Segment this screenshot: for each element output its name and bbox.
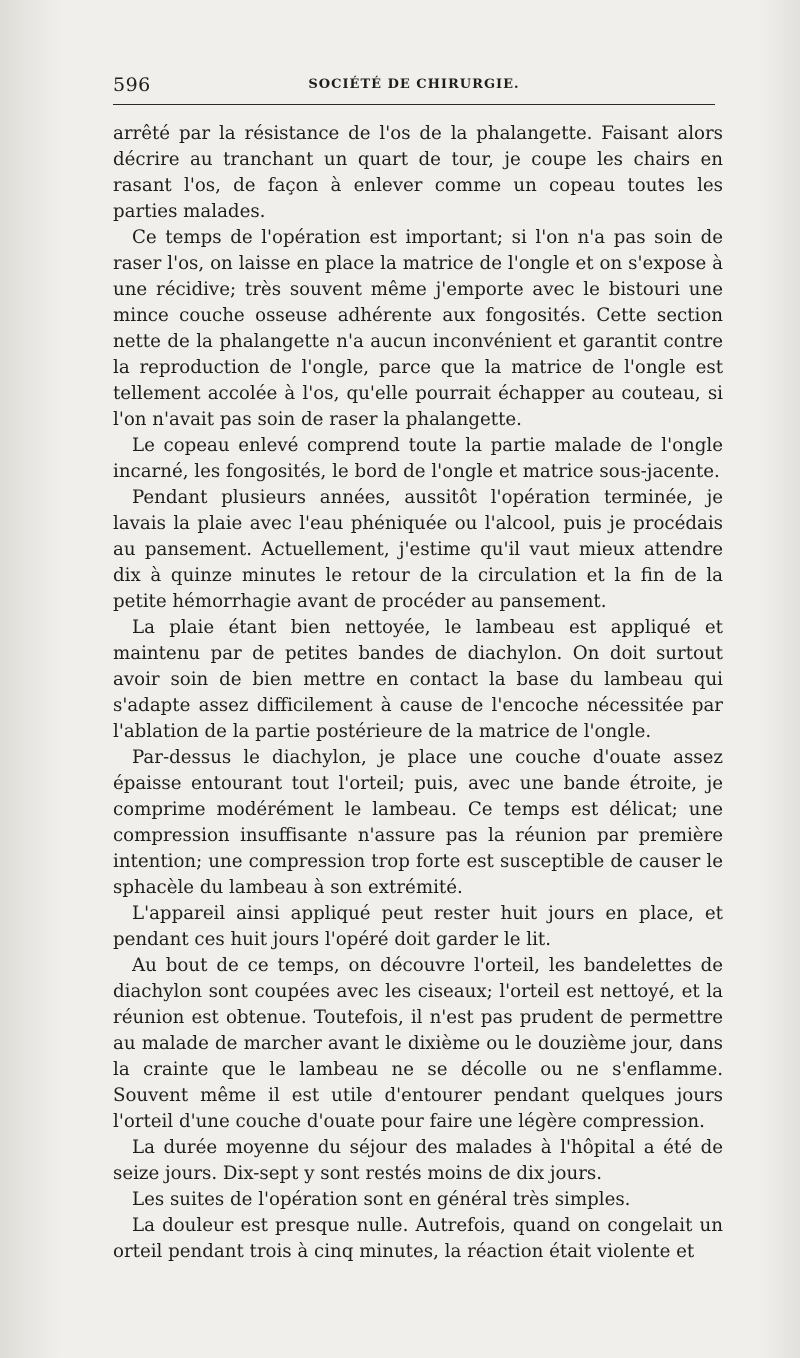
paragraph: Au bout de ce temps, on découvre l'orteil, les bandelettes de diachylon sont coupées avec les ciseaux; l'orteil est nettoyé, et la réunion est obtenue. Toutefois, il n'est pas prudent de permettre au malade de marcher avant le dixième ou le douzième jour, dans la crainte que le lambeau ne se décolle ou ne s'enflamme. Souvent même il est utile d'entourer pendant quelques jours l'orteil d'une couche d'ouate pour faire une légère compression. <box>113 955 723 1132</box>
paragraph: L'appareil ainsi appliqué peut rester huit jours en place, et pendant ces huit jours l'opéré doit garder le lit. <box>113 903 723 950</box>
body-text <box>113 121 723 1265</box>
header-rule <box>113 104 715 105</box>
paragraph: La plaie étant bien nettoyée, le lambeau est appliqué et maintenu par de petites bandes de diachylon. On doit surtout avoir soin de bien mettre en contact la base du lambeau qui s'adapte assez difficilement à cause de l'encoche nécessitée par l'ablation de la partie postérieure de la matrice de l'ongle. <box>113 617 723 742</box>
paragraph: Par-dessus le diachylon, je place une couche d'ouate assez épaisse entourant tout l'orteil; puis, avec une bande étroite, je comprime modérément le lambeau. Ce temps est délicat; une compression insuffisante n'assure pas la réunion par première intention; une compression trop forte est susceptible de causer le sphacèle du lambeau à son extrémité. <box>113 747 723 898</box>
page-header <box>113 70 715 106</box>
running-title: SOCIÉTÉ DE CHIRURGIE. <box>308 77 520 92</box>
paragraph: Ce temps de l'opération est important; si l'on n'a pas soin de raser l'os, on laisse en place la matrice de l'ongle et on s'expose à une récidive; très souvent même j'emporte avec le bistouri une mince couche osseuse adhérente aux fongosités. Cette section nette de la phalangette n'a aucun inconvénient et garantit contre la reproduction de l'ongle, parce que la matrice de l'ongle est tellement accolée à l'os, qu'elle pourrait échapper au couteau, si l'on n'avait pas soin de raser la phalangette. <box>113 227 723 430</box>
paragraph: arrêté par la résistance de l'os de la phalangette. Faisant alors décrire au tranchant un quart de tour, je coupe les chairs en rasant l'os, de façon à enlever comme un copeau toutes les parties malades. <box>113 123 723 222</box>
paragraph: Le copeau enlevé comprend toute la partie malade de l'ongle incarné, les fongosités, le bord de l'ongle et matrice sous-jacente. <box>113 435 723 482</box>
paragraph: Les suites de l'opération sont en général très simples. <box>132 1189 631 1210</box>
page-number: 596 <box>113 74 151 96</box>
paragraph: La durée moyenne du séjour des malades à l'hôpital a été de seize jours. Dix-sept y sont restés moins de dix jours. <box>113 1137 723 1184</box>
paragraph: La douleur est presque nulle. Autrefois, quand on congelait un orteil pendant trois à cinq minutes, la réaction était violente et <box>113 1215 723 1262</box>
paragraph: Pendant plusieurs années, aussitôt l'opération terminée, je lavais la plaie avec l'eau phéniquée ou l'alcool, puis je procédais au pansement. Actuellement, j'estime qu'il vaut mieux attendre dix à quinze minutes le retour de la circulation et la fin de la petite hémorrhagie avant de procéder au pansement. <box>113 487 723 612</box>
